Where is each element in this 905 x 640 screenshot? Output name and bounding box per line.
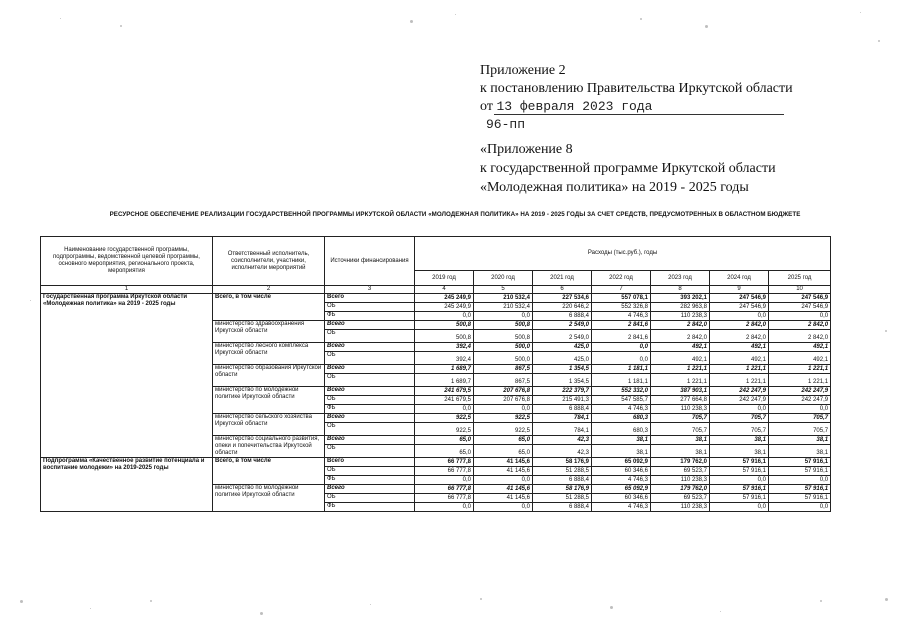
expense-value-cell: 492,1 [651,352,710,365]
expense-value-cell: 492,1 [769,352,831,365]
expense-value-cell: 705,7 [769,423,831,436]
funding-source-cell: Всего [325,294,415,303]
expense-value-cell: 0,0 [710,405,769,414]
expense-value-cell: 179 762,0 [651,458,710,467]
header-executor: Ответственный исполнитель, соисполнители, участники, исполнители мероприятий [213,237,325,286]
expense-value-cell: 38,1 [592,436,651,445]
expense-value-cell: 242 247,9 [769,396,831,405]
expense-value-cell: 705,7 [651,414,710,423]
expense-value-cell: 0,0 [592,343,651,352]
expense-value-cell: 220 646,2 [533,303,592,312]
funding-source-cell: ОБ [325,467,415,476]
scan-speck [705,25,708,28]
expense-value-cell: 110 238,3 [651,476,710,485]
scan-speck [410,20,413,23]
header-year: 2020 год [474,271,533,286]
program-name: «Молодежная политика» на 2019 - 2025 годы [480,180,749,195]
resolution-date-line [480,98,840,116]
expense-value-cell: 867,5 [474,365,533,374]
expense-value-cell: 680,3 [592,423,651,436]
expense-value-cell: 57 916,1 [710,467,769,476]
expense-value-cell: 66 777,8 [415,494,474,503]
expense-value-cell: 51 288,5 [533,494,592,503]
expense-value-cell: 500,8 [474,330,533,343]
expense-value-cell: 492,1 [710,352,769,365]
expense-value-cell: 0,0 [710,503,769,512]
expense-value-cell: 65,0 [415,436,474,445]
expense-value-cell: 784,1 [533,423,592,436]
expense-value-cell: 0,0 [474,312,533,321]
expense-value-cell: 38,1 [769,436,831,445]
expense-value-cell: 492,1 [710,343,769,352]
expense-value-cell: 4 746,3 [592,476,651,485]
expense-value-cell: 2 842,0 [769,330,831,343]
expense-value-cell: 922,5 [415,414,474,423]
expense-value-cell: 0,0 [415,503,474,512]
expense-value-cell: 1 221,1 [710,365,769,374]
expense-value-cell: 57 916,1 [710,458,769,467]
funding-source-cell: Всего [325,458,415,467]
scan-speck [370,604,371,605]
expense-value-cell: 222 379,7 [533,387,592,396]
executor-cell: министерство здравоохранения Иркутской области [213,321,325,343]
expense-value-cell: 57 916,1 [710,485,769,494]
budget-table [40,236,831,512]
expense-value-cell: 1 221,1 [769,365,831,374]
executor-cell: министерство по молодежной политике Иркутской области [213,485,325,512]
header-expenses: Расходы (тыс.руб.), годы [415,237,831,271]
expense-value-cell: 500,0 [474,343,533,352]
table-row [41,458,831,467]
header-column-number: 1 [41,286,213,294]
expense-value-cell: 58 176,9 [533,458,592,467]
expense-value-cell: 4 746,3 [592,405,651,414]
expense-value-cell: 110 238,3 [651,503,710,512]
expense-value-cell: 500,8 [415,321,474,330]
expense-value-cell: 0,0 [769,503,831,512]
expense-value-cell: 227 534,6 [533,294,592,303]
funding-source-cell: Всего [325,343,415,352]
table-row [41,294,831,303]
header-year: 2024 год [710,271,769,286]
expense-value-cell: 922,5 [474,423,533,436]
expense-value-cell: 4 746,3 [592,503,651,512]
expense-value-cell: 58 176,9 [533,485,592,494]
expense-value-cell: 247 546,9 [769,294,831,303]
expense-value-cell: 1 221,1 [651,365,710,374]
executor-cell: Всего, в том числе [213,458,325,485]
expense-value-cell: 557 078,1 [592,294,651,303]
funding-source-cell: Всего [325,485,415,494]
expense-value-cell: 0,0 [710,476,769,485]
expense-value-cell: 0,0 [474,405,533,414]
funding-source-cell: ФБ [325,405,415,414]
funding-source-cell: ОБ [325,352,415,365]
expense-value-cell: 60 346,6 [592,467,651,476]
expense-value-cell: 500,0 [474,352,533,365]
expense-value-cell: 2 549,0 [533,321,592,330]
expense-value-cell: 66 777,8 [415,485,474,494]
funding-source-cell: Всего [325,387,415,396]
expense-value-cell: 277 664,8 [651,396,710,405]
funding-source-cell: ОБ [325,330,415,343]
expense-value-cell: 705,7 [710,423,769,436]
funding-source-cell: Всего [325,365,415,374]
expense-value-cell: 425,0 [533,343,592,352]
scan-speck [480,598,482,600]
expense-value-cell: 0,0 [769,312,831,321]
scan-speck [640,18,642,20]
program-name-cell: Подпрограмма «Качественное развитие потенциала и воспитание молодежи» на 2019-2025 годы [41,458,213,512]
scan-speck [610,606,613,609]
expense-value-cell: 500,8 [415,330,474,343]
expense-value-cell: 867,5 [474,374,533,387]
funding-source-cell: ФБ [325,503,415,512]
expense-value-cell: 552 326,8 [592,303,651,312]
scan-speck [20,600,23,603]
budget-body [41,294,831,512]
date-underline [494,114,784,115]
expense-value-cell: 1 221,1 [651,374,710,387]
expense-value-cell: 552 332,0 [592,387,651,396]
scan-speck [150,600,152,602]
expense-value-cell: 0,0 [769,476,831,485]
expense-value-cell: 247 546,9 [769,303,831,312]
expense-value-cell: 6 888,4 [533,476,592,485]
funding-source-cell: ОБ [325,494,415,503]
document-title: РЕСУРСНОЕ ОБЕСПЕЧЕНИЕ РЕАЛИЗАЦИИ ГОСУДАРСТВЕННОЙ ПРОГРАММЫ ИРКУТСКОЙ ОБЛАСТИ «МОЛОДЕЖНАЯ ПОЛИТИКА» НА 2019 - 2025 ГОДЫ ЗА СЧЕТ СРЕДСТВ, ПРЕДУСМОТРЕННЫХ В ОБЛАСТНОМ БЮДЖЕТЕ [109,211,801,218]
scan-speck [885,330,887,332]
expense-value-cell: 38,1 [769,445,831,458]
expense-value-cell: 425,0 [533,352,592,365]
expense-value-cell: 705,7 [769,414,831,423]
expense-value-cell: 0,0 [592,352,651,365]
funding-source-cell: ОБ [325,445,415,458]
program-name-cell: Государственная программа Иркутской области «Молодежная политика» на 2019 - 2025 годы [41,294,213,458]
header-year: 2022 год [592,271,651,286]
expense-value-cell: 0,0 [710,312,769,321]
program-reference: к государственной программе Иркутской области [480,161,776,176]
expense-value-cell: 705,7 [651,423,710,436]
date-prefix: от [480,99,493,114]
scan-speck [820,600,822,602]
expense-value-cell: 38,1 [710,436,769,445]
funding-source-cell: Всего [325,321,415,330]
expense-value-cell: 42,3 [533,445,592,458]
resolution-number: 96-пп [486,117,526,132]
scan-speck [885,598,888,601]
scan-speck [120,25,122,27]
executor-cell: министерство сельского хозяйства Иркутской области [213,414,325,436]
expense-value-cell: 207 676,8 [474,396,533,405]
expense-value-cell: 1 354,5 [533,365,592,374]
expense-value-cell: 2 842,0 [651,321,710,330]
funding-source-cell: ОБ [325,423,415,436]
expense-value-cell: 110 238,3 [651,312,710,321]
expense-value-cell: 65 092,9 [592,485,651,494]
expense-value-cell: 242 247,9 [710,387,769,396]
expense-value-cell: 393 202,1 [651,294,710,303]
expense-value-cell: 0,0 [415,476,474,485]
executor-cell: министерство лесного комплекса Иркутской области [213,343,325,365]
expense-value-cell: 241 679,5 [415,387,474,396]
header-column-number: 9 [710,286,769,294]
expense-value-cell: 6 888,4 [533,503,592,512]
expense-value-cell: 210 532,4 [474,294,533,303]
expense-value-cell: 60 346,6 [592,494,651,503]
header-column-number: 4 [415,286,474,294]
expense-value-cell: 1 689,7 [415,365,474,374]
expense-value-cell: 2 842,0 [651,330,710,343]
expense-value-cell: 241 679,5 [415,396,474,405]
header-column-number: 7 [592,286,651,294]
expense-value-cell: 38,1 [651,445,710,458]
expense-value-cell: 69 523,7 [651,494,710,503]
header-numbers-row [41,286,831,294]
expense-value-cell: 0,0 [474,476,533,485]
expense-value-cell: 179 762,0 [651,485,710,494]
expense-value-cell: 245 249,9 [415,294,474,303]
expense-value-cell: 38,1 [651,436,710,445]
scan-speck [90,608,91,609]
scan-speck [878,40,880,42]
header-year: 2019 год [415,271,474,286]
expense-value-cell: 66 777,8 [415,458,474,467]
expense-value-cell: 210 532,4 [474,303,533,312]
header-year: 2023 год [651,271,710,286]
expense-value-cell: 6 888,4 [533,312,592,321]
header-column-number: 8 [651,286,710,294]
expense-value-cell: 387 903,1 [651,387,710,396]
expense-value-cell: 242 247,9 [710,396,769,405]
header-column-number: 10 [769,286,831,294]
expense-value-cell: 65,0 [474,436,533,445]
expense-value-cell: 38,1 [592,445,651,458]
expense-value-cell: 65,0 [415,445,474,458]
scan-speck [30,300,31,301]
scan-speck [260,612,263,615]
program-appendix-number: «Приложение 8 [480,142,573,157]
resolution-date: 13 февраля 2023 года [496,99,653,114]
funding-source-cell: Всего [325,436,415,445]
expense-value-cell: 492,1 [651,343,710,352]
expense-value-cell: 51 288,5 [533,467,592,476]
expense-value-cell: 2 549,0 [533,330,592,343]
expense-value-cell: 57 916,1 [769,494,831,503]
scan-speck [60,18,61,19]
header-source: Источники финансирования [325,237,415,286]
expense-value-cell: 65 092,9 [592,458,651,467]
expense-value-cell: 2 841,6 [592,321,651,330]
expense-value-cell: 41 145,6 [474,467,533,476]
funding-source-cell: ОБ [325,396,415,405]
expense-value-cell: 57 916,1 [710,494,769,503]
expense-value-cell: 392,4 [415,352,474,365]
expense-value-cell: 110 238,3 [651,405,710,414]
expense-value-cell: 4 746,3 [592,312,651,321]
expense-value-cell: 922,5 [415,423,474,436]
expense-value-cell: 42,3 [533,436,592,445]
expense-value-cell: 41 145,6 [474,458,533,467]
expense-value-cell: 282 963,8 [651,303,710,312]
header-year: 2025 год [769,271,831,286]
expense-value-cell: 1 689,7 [415,374,474,387]
header-column-number: 5 [474,286,533,294]
expense-value-cell: 41 145,6 [474,485,533,494]
expense-value-cell: 547 585,7 [592,396,651,405]
expense-value-cell: 500,8 [474,321,533,330]
funding-source-cell: Всего [325,414,415,423]
expense-value-cell: 0,0 [474,503,533,512]
executor-cell: министерство образования Иркутской области [213,365,325,387]
expense-value-cell: 705,7 [710,414,769,423]
expense-value-cell: 41 145,6 [474,494,533,503]
expense-value-cell: 1 221,1 [710,374,769,387]
expense-value-cell: 66 777,8 [415,467,474,476]
scan-speck [860,12,861,13]
header-column-number: 6 [533,286,592,294]
expense-value-cell: 0,0 [415,312,474,321]
expense-value-cell: 0,0 [415,405,474,414]
expense-value-cell: 680,3 [592,414,651,423]
expense-value-cell: 6 888,4 [533,405,592,414]
resolution-reference: к постановлению Правительства Иркутской области [480,81,793,96]
expense-value-cell: 215 491,3 [533,396,592,405]
expense-value-cell: 247 546,9 [710,294,769,303]
executor-cell: министерство по молодежной политике Иркутской области [213,387,325,414]
header-column-number: 3 [325,286,415,294]
expense-value-cell: 784,1 [533,414,592,423]
expense-value-cell: 69 523,7 [651,467,710,476]
appendix-number: Приложение 2 [480,63,566,78]
expense-value-cell: 38,1 [710,445,769,458]
funding-source-cell: ФБ [325,476,415,485]
header-column-number: 2 [213,286,325,294]
expense-value-cell: 1 221,1 [769,374,831,387]
expense-value-cell: 245 249,9 [415,303,474,312]
expense-value-cell: 2 842,0 [769,321,831,330]
scan-speck [720,611,721,612]
expense-value-cell: 2 842,0 [710,330,769,343]
expense-value-cell: 247 546,9 [710,303,769,312]
expense-value-cell: 1 181,1 [592,374,651,387]
expense-value-cell: 57 916,1 [769,458,831,467]
expense-value-cell: 392,4 [415,343,474,352]
approval-header [480,62,840,134]
program-appendix-header [480,140,840,197]
executor-cell: министерство социального развития, опеки и попечительства Иркутской области [213,436,325,458]
scan-speck [455,14,456,15]
expense-value-cell: 1 354,5 [533,374,592,387]
expense-value-cell: 2 841,6 [592,330,651,343]
expense-value-cell: 2 842,0 [710,321,769,330]
expense-value-cell: 492,1 [769,343,831,352]
funding-source-cell: ОБ [325,303,415,312]
header-year: 2021 год [533,271,592,286]
expense-value-cell: 207 676,8 [474,387,533,396]
expense-value-cell: 65,0 [474,445,533,458]
executor-cell: Всего, в том числе [213,294,325,321]
expense-value-cell: 57 916,1 [769,467,831,476]
expense-value-cell: 57 916,1 [769,485,831,494]
expense-value-cell: 242 247,9 [769,387,831,396]
funding-source-cell: ОБ [325,374,415,387]
header-name: Наименование государственной программы, подпрограммы, ведомственной целевой программы, основного мероприятия, регионального проекта, мероприятия [41,237,213,286]
expense-value-cell: 922,5 [474,414,533,423]
funding-source-cell: ФБ [325,312,415,321]
expense-value-cell: 0,0 [769,405,831,414]
expense-value-cell: 1 181,1 [592,365,651,374]
